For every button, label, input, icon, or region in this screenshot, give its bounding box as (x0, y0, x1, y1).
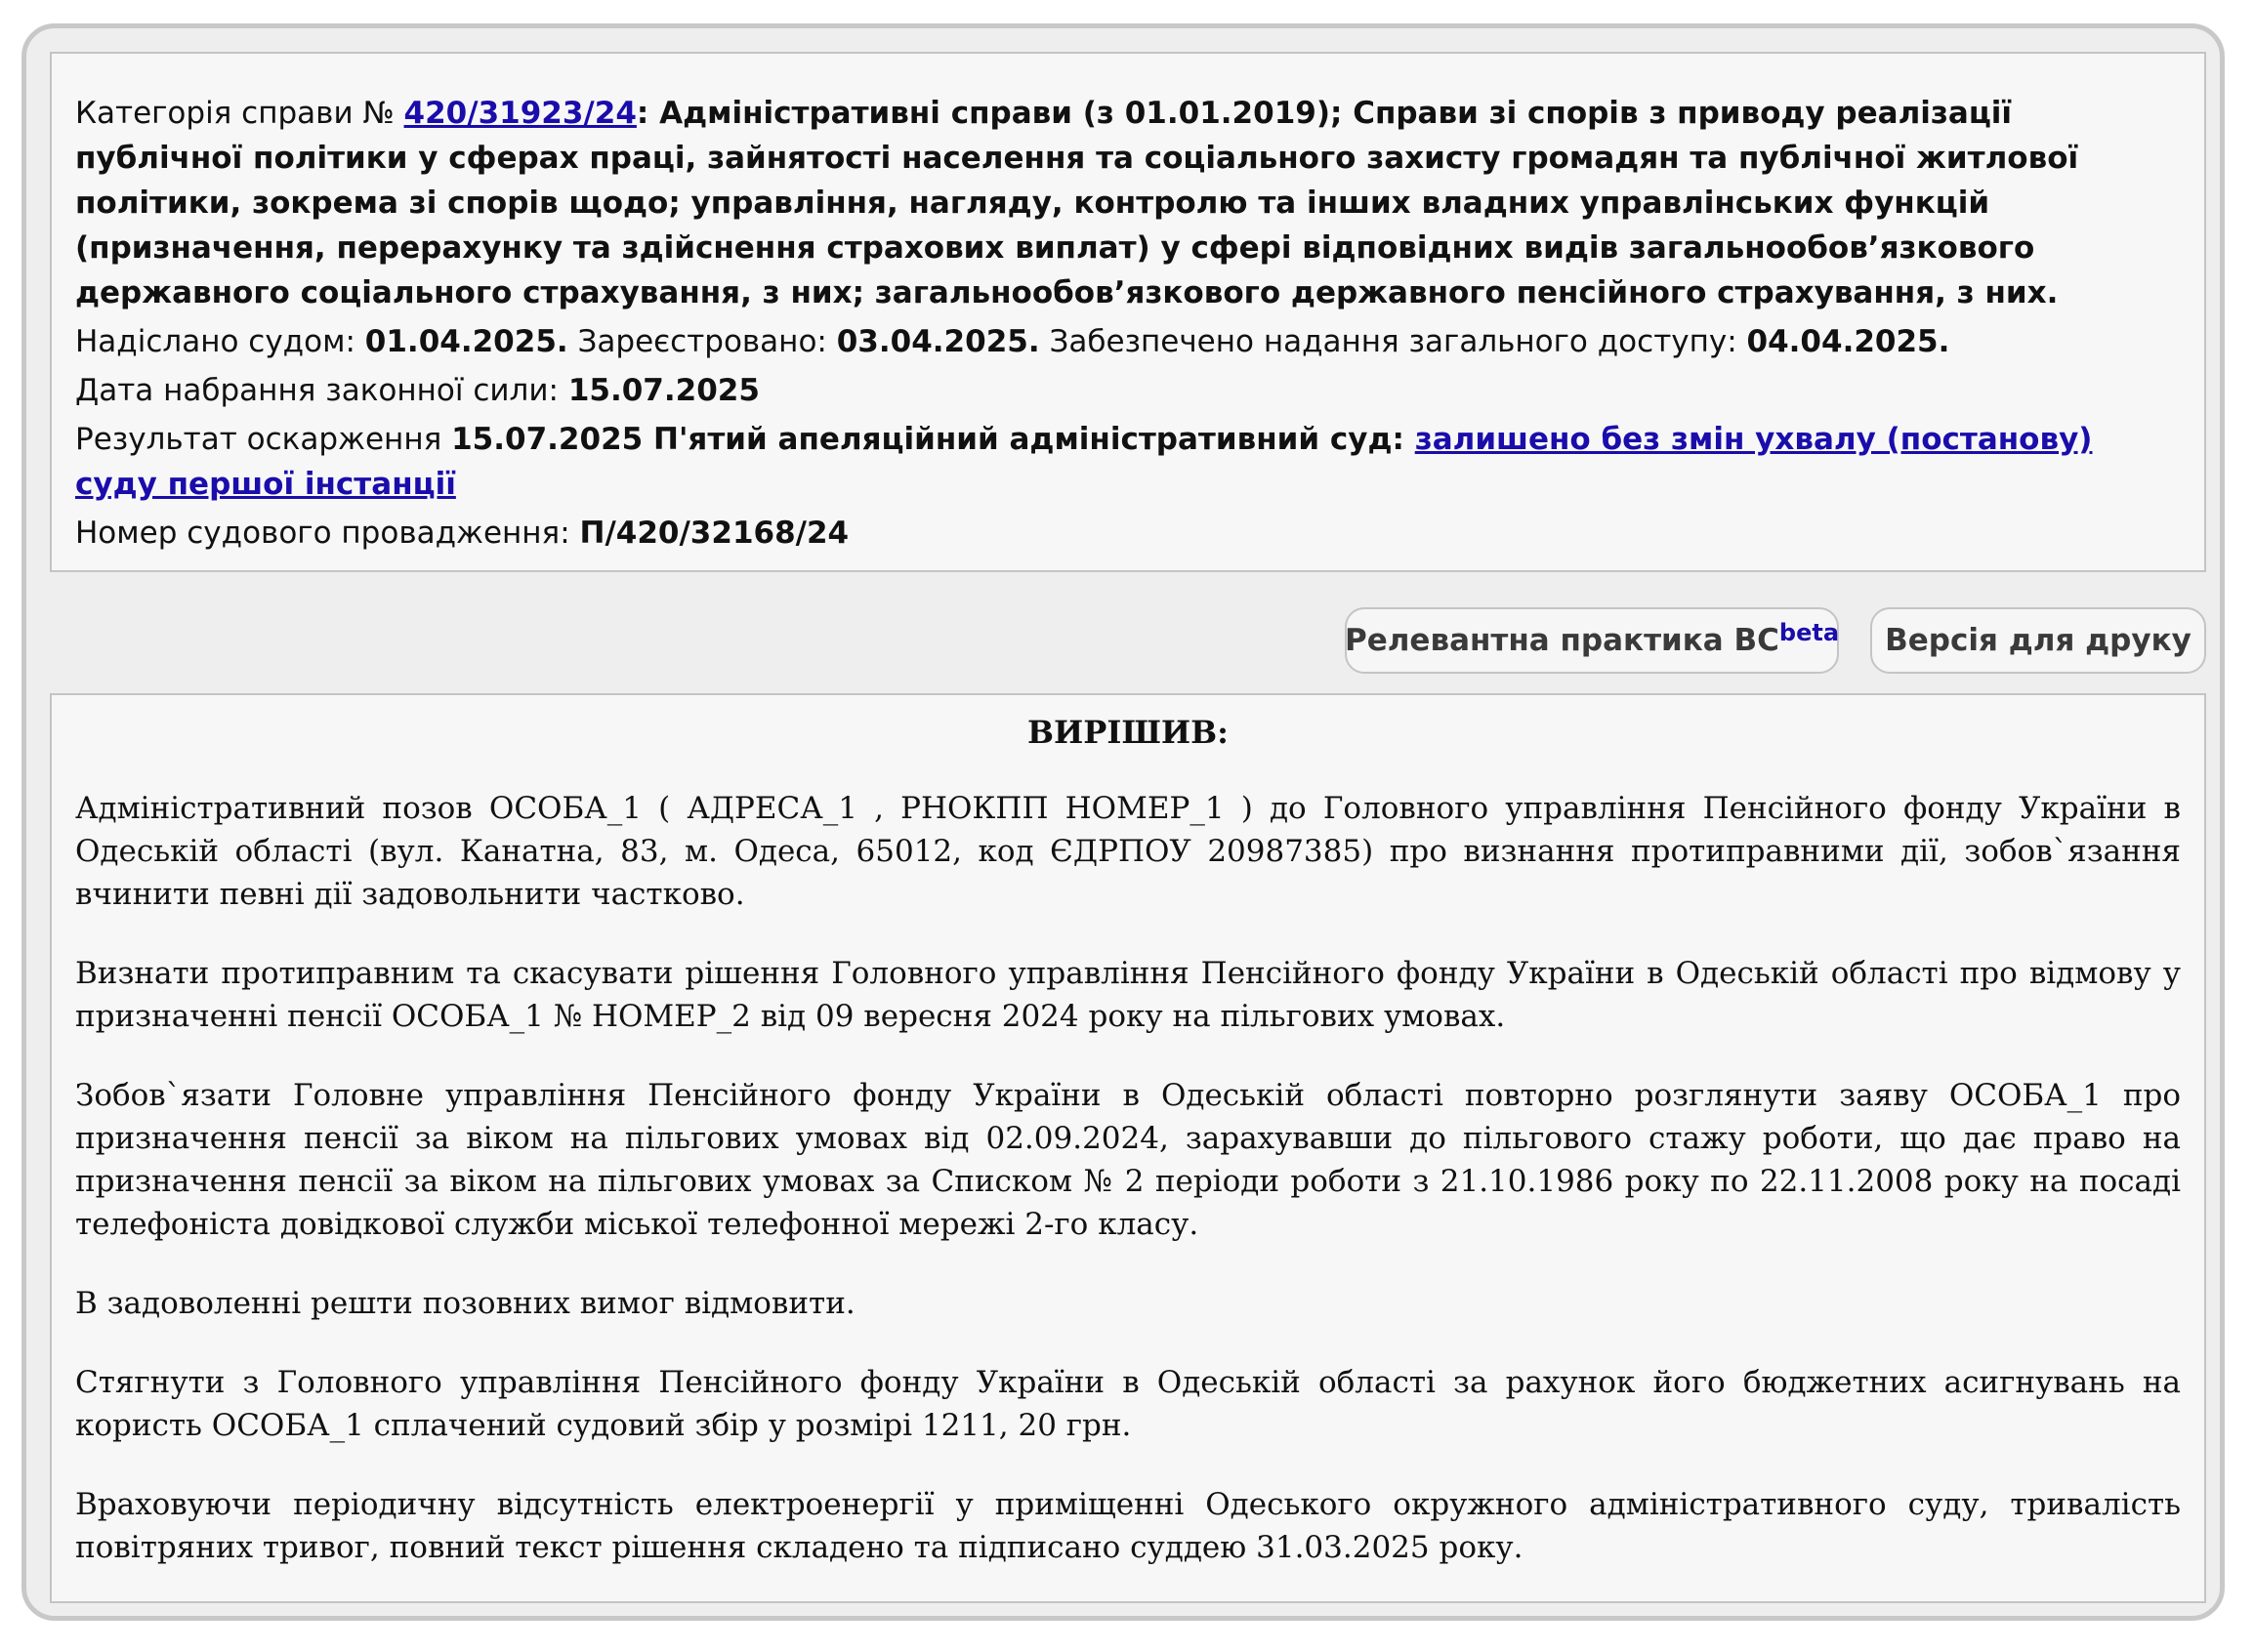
decision-paragraph: Зобов`язати Головне управління Пенсійного фонду України в Одеській області повторно розглянути заяву ОСОБА_1 про призначення пенсії за віком на пільгових умовах від 02.09.2024, зарахувавши до пільгового стажу роботи, що дає право на призначення пенсії за віком на пільгових умовах за Списком № 2 періоди роботи з 21.10.1986 року по 22.11.2008 року на посаді телефоніста довідкової служби міської телефонної мережі 2-го класу. (75, 1078, 2181, 1242)
action-buttons-row (26, 607, 2220, 676)
dates-line (75, 319, 2181, 364)
registered-date: 03.04.2025. (836, 324, 1040, 359)
case-info-panel (50, 52, 2206, 572)
category-text: : Адміністративні справи (з 01.01.2019); Справи зі спорів з приводу реалізації публічної політики у сферах праці, зайнятості населення та соціального захисту громадян та публічної житлової політики, зокрема зі спорів щодо; управління, нагляду, контролю та інших владних управлінських функцій (призначення, перерахунку та здійснення страхових виплат) у сфері відповідних видів загальнообов’язкового державного соціального страхування, з них; загальнообов’язкового державного пенсійного страхування, з них. (75, 96, 2079, 310)
print-version-button[interactable]: Версія для друку (1870, 607, 2206, 674)
decision-title: ВИРІШИВ: (1027, 714, 1229, 751)
decision-paragraph: Стягнути з Головного управління Пенсійного фонду України в Одеській області за рахунок його бюджетних асигнувань на користь ОСОБА_1 сплачений судовий збір у розмірі 1211, 20 грн. (75, 1365, 2181, 1443)
proceeding-line (75, 511, 2181, 556)
relevant-practice-button[interactable] (1345, 607, 1839, 674)
appeal-result-link[interactable]: залишено без змін ухвалу (постанову) суду першої інстанції (75, 422, 2093, 502)
effective-date: 15.07.2025 (567, 373, 760, 408)
decision-paragraph: Враховуючи періодичну відсутність електроенергії у приміщенні Одеського окружного адміністративного суду, тривалість повітряних тривог, повний текст рішення складено та підписано суддею 31.03.2025 року. (75, 1487, 2181, 1565)
category-prefix: Категорія справи № (75, 96, 404, 131)
decision-paragraph: В задоволенні решти позовних вимог відмовити. (75, 1286, 856, 1321)
decision-paragraph: Визнати протиправним та скасувати рішення Головного управління Пенсійного фонду України в Одеській області про відмову у призначенні пенсії ОСОБА_1 № НОМЕР_2 від 09 вересня 2024 року на пільгових умовах. (75, 956, 2181, 1034)
beta-badge: beta (1778, 619, 1840, 646)
registered-label: Зареєстровано: (567, 324, 837, 359)
access-label: Забезпечено надання загального доступу: (1039, 324, 1747, 359)
document-frame (21, 23, 2225, 1621)
relevant-practice-label: Релевантна практика ВС (1344, 623, 1779, 658)
access-date: 04.04.2025. (1746, 324, 1950, 359)
appeal-court: 15.07.2025 П'ятий апеляційний адміністративний суд: (451, 422, 1415, 457)
sent-label: Надіслано судом: (75, 324, 365, 359)
effective-date-line (75, 368, 2181, 413)
proceeding-number: П/420/32168/24 (579, 516, 850, 551)
proceeding-label: Номер судового провадження: (75, 516, 580, 551)
decision-panel (50, 693, 2206, 1603)
sent-date: 01.04.2025. (364, 324, 568, 359)
case-number-link[interactable]: 420/31923/24 (403, 96, 637, 131)
case-category (75, 91, 2181, 315)
decision-paragraph: Адміністративний позов ОСОБА_1 ( АДРЕСА_1 , РНОКПП НОМЕР_1 ) до Головного управління Пенсійного фонду України в Одеській області (вул. Канатна, 83, м. Одеса, 65012, код ЄДРПОУ 20987385) про визнання протиправними дії, зобов`язання вчинити певні дії задовольнити частково. (75, 791, 2181, 912)
effective-label: Дата набрання законної сили: (75, 373, 568, 408)
appeal-label: Результат оскарження (75, 422, 452, 457)
appeal-result-line (75, 417, 2181, 507)
